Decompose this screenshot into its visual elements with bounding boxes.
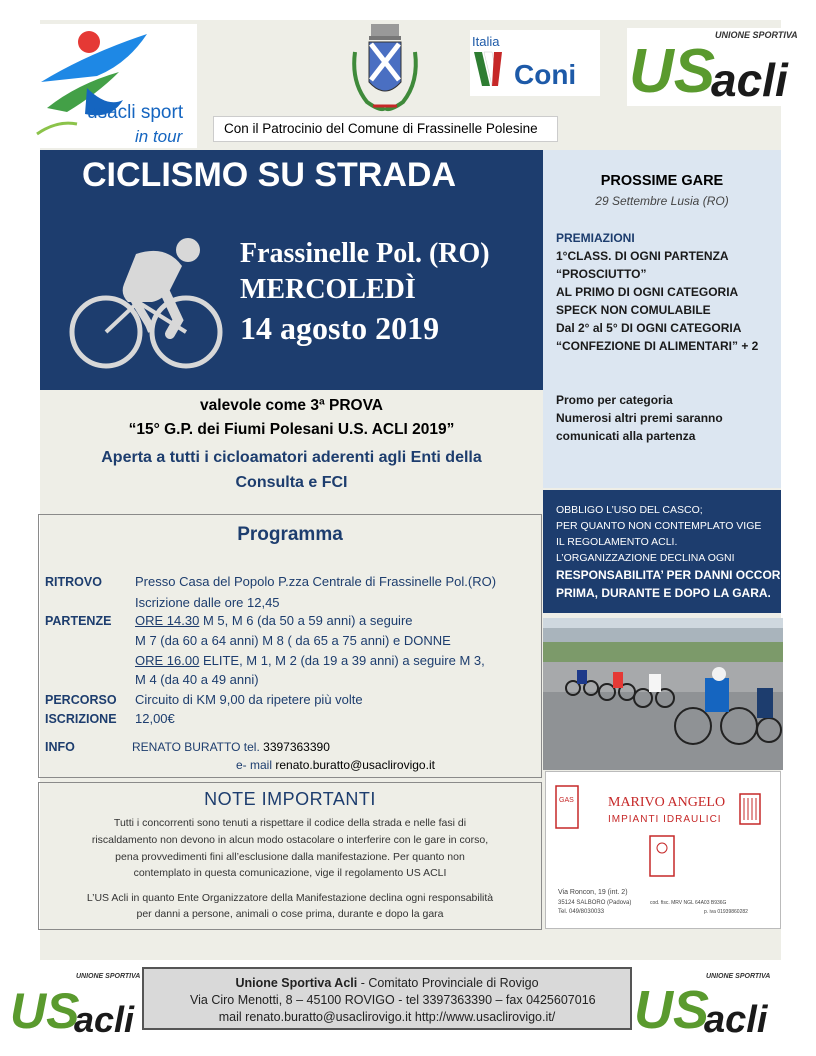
logo-usacli-sport-text: usacli sport [87,102,184,123]
note-line: pena provvedimenti fini all’esclusione dalla manifestazione. Per quanto non [115,851,465,863]
usacli-footer-logo-right [634,966,774,1042]
municipal-crest-icon [345,22,425,122]
note-line: Tutti i concorrenti sono tenuti a rispettare il codice della strada e nelle fasi di [113,817,467,829]
note-line: contemplato in questa comunicazione, vige il regolamento US ACLI [133,867,447,879]
partenze-text: M 5, M 6 (da 50 a 59 anni) a seguire [199,613,413,628]
ad-gas-label: GAS [559,797,574,804]
coni-logo [470,30,600,96]
ad-address-line: Via Roncon, 19 (int. 2) [558,889,628,896]
promo-line: comunicati alla partenza [556,429,696,443]
info-email-line [236,758,435,772]
promo-line: Promo per categoria [556,393,673,407]
usacli-acli-text: acli [74,999,135,1040]
partenze-text: ELITE, M 1, M 2 (da 19 a 39 anni) a seguire M 3, [199,653,485,668]
premiazioni-line: 1°CLASS. DI OGNI PARTENZA [556,249,729,263]
usacli-unione-sportiva-text: UNIONE SPORTIVA [76,973,140,980]
aperta-line: Aperta a tutti i cicloamatori aderenti agli Enti della [101,449,482,466]
premiazioni-line: AL PRIMO DI OGNI CATEGORIA [556,285,739,299]
coni-italia-text: Italia [472,34,500,49]
usacli-us-text: US [634,980,710,1040]
obbligo-line: IL REGOLAMENTO ACLI. [556,536,678,548]
premiazioni-title: PREMIAZIONI [556,231,635,245]
promo-line: Numerosi altri premi saranno [556,411,723,425]
usacli-unione-sportiva-text: UNIONE SPORTIVA [715,30,797,40]
note-line: per danni a persone, animali o cose prima, durante e dopo la gara [136,908,444,920]
premiazioni-line: SPECK NON COMULABILE [556,303,711,317]
usacli-acli-text: acli [704,999,768,1041]
partenze-label: PARTENZE [45,614,112,628]
note-line: L’US Acli in quanto Ente Organizzatore della Manifestazione declina ogni responsabilità [86,892,494,904]
note-line: riscaldamento non devono in alcun modo ostacolare o interferire con le gare in corso, [91,834,489,846]
ad-address-line: Tel. 049/8030033 [558,909,605,915]
logo-in-tour-text: in tour [135,127,183,146]
footer-contacts[interactable]: mail renato.buratto@usaclirovigo.it http://www.usaclirovigo.it/ [218,1010,556,1024]
obbligo-casco-notice [543,490,792,613]
info-email[interactable]: renato.buratto@usaclirovigo.it [275,758,435,772]
usacli-us-text: US [629,37,716,106]
obbligo-line: L’ORGANIZZAZIONE DECLINA OGNI [556,552,735,564]
event-title: CICLISMO SU STRADA [82,156,456,194]
ritrovo-label: RITROVO [45,575,102,589]
partenze-time: ORE 14.30 [135,613,200,628]
iscrizione-label: ISCRIZIONE [45,712,117,726]
coni-text: Coni [514,59,577,90]
obbligo-line: PRIMA, DURANTE E DOPO LA GARA. [556,586,771,600]
iscrizione-text: 12,00€ [135,711,175,726]
info-name: RENATO BURATTO tel. [132,740,264,754]
info-tel: 3397363390 [263,740,330,754]
partenze-line [135,613,413,628]
patrocinio-caption: Con il Patrocinio del Comune di Frassinelle Polesine [213,116,558,142]
usacli-footer-logo-left [10,968,140,1040]
premiazioni-line: Dal 2° al 5° DI OGNI CATEGORIA [556,321,742,335]
event-day: MERCOLEDÌ [240,274,416,305]
aperta-a-tutti [40,445,543,495]
usacli-acli-text: acli [711,54,788,106]
percorso-text: Circuito di KM 9,00 da ripetere più volte [135,692,363,707]
event-date: 14 agosto 2019 [240,310,440,346]
cyclist-icon [66,236,226,376]
partenze-line: M 7 (da 60 a 64 anni) M 8 ( da 65 a 75 anni) e DONNE [135,633,451,648]
prossime-gare-date: 29 Settembre Lusia (RO) [595,194,729,208]
partenze-line: M 4 (da 40 a 49 anni) [135,672,259,687]
ad-company-name: MARIVO ANGELO [608,795,726,810]
ad-piva: p. iva 01939860282 [704,909,748,915]
footer-org-rest: - Comitato Provinciale di Rovigo [357,976,539,990]
ad-company-subtitle: IMPIANTI IDRAULICI [608,814,722,825]
usacli-sport-in-tour-logo [27,24,197,148]
partenze-time: ORE 16.00 [135,653,200,668]
ritrovo-text: Iscrizione dalle ore 12,45 [135,595,280,610]
info-contact [132,740,330,754]
percorso-label: PERCORSO [45,693,117,707]
note-title: NOTE IMPORTANTI [204,789,376,809]
ad-cod-fisc: cod. fisc. MRV NGL 64A03 B936G [650,900,727,906]
info-label: INFO [45,740,75,754]
programma-title: Programma [237,524,343,545]
prossime-gare-title: PROSSIME GARE [600,173,724,189]
valevole-prova: valevole come 3ª PROVA [200,397,383,414]
premiazioni-line: “CONFEZIONE DI ALIMENTARI” + 2 [556,339,759,353]
event-location: Frassinelle Pol. (RO) [240,238,490,269]
ad-address-line: 35124 SALBORO (Padova) [558,900,632,906]
ritrovo-text: Presso Casa del Popolo P.zza Centrale di Frassinelle Pol.(RO) [135,574,497,589]
gran-premio-name: “15° G.P. dei Fiumi Polesani U.S. ACLI 2019” [128,421,455,438]
usacli-unione-sportiva-text: UNIONE SPORTIVA [706,973,771,980]
obbligo-line: PER QUANTO NON CONTEMPLATO VIGE [556,520,762,532]
usacli-us-text: US [10,983,80,1039]
info-email-label: e- mail [236,758,276,772]
footer-org-line [142,976,632,990]
cyclists-race-photo [543,618,783,770]
obbligo-line: RESPONSABILITA’ PER DANNI OCCORSI [556,568,792,582]
usacli-unione-sportiva-logo [627,28,797,106]
footer-org: Unione Sportiva Acli [235,976,358,990]
premiazioni-line: “PROSCIUTTO” [556,267,647,281]
obbligo-line: OBBLIGO L’USO DEL CASCO; [556,504,703,516]
footer-address: Via Ciro Menotti, 8 – 45100 ROVIGO - tel 3397363390 – fax 0425607016 [190,993,596,1007]
partenze-line [135,653,485,668]
aperta-line: Consulta e FCI [235,474,348,491]
sponsor-ad-marivo-angelo [545,771,781,929]
